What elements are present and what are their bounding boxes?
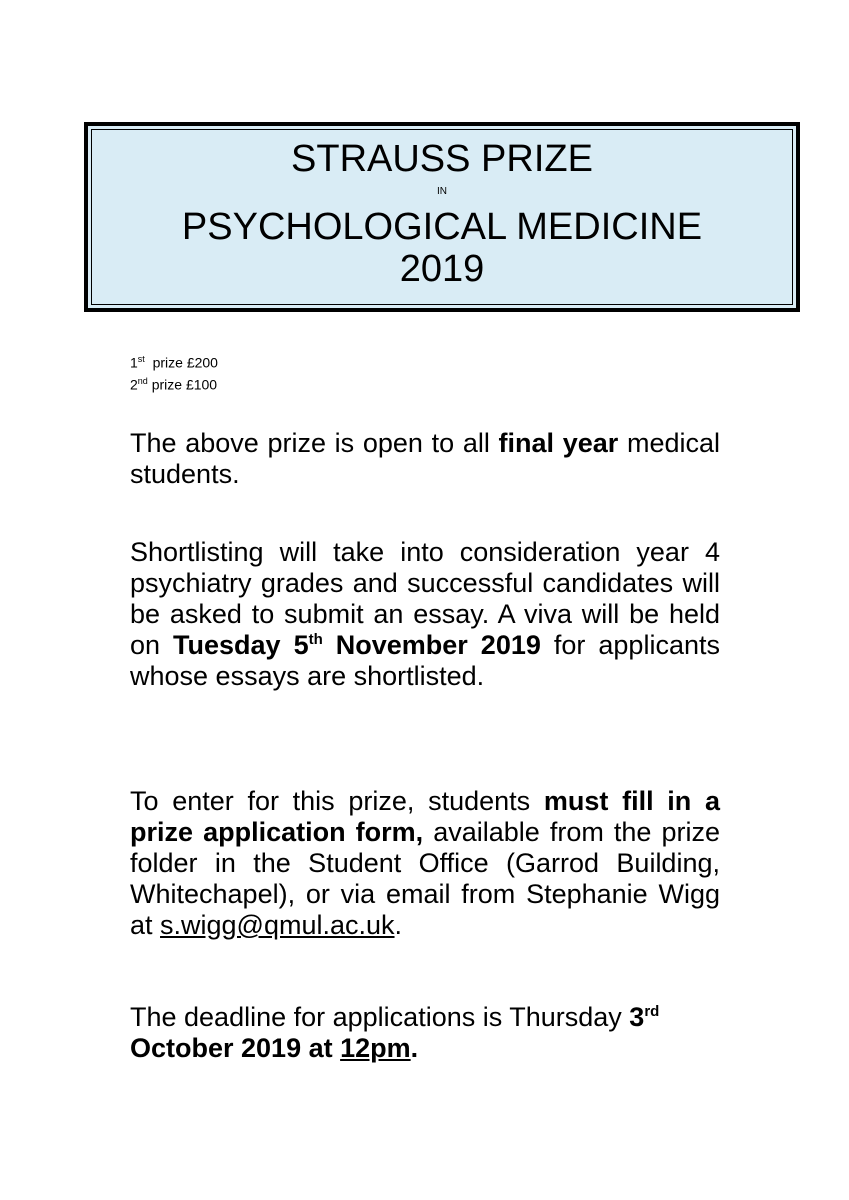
first-prize-num: 1 xyxy=(130,354,138,371)
p4-d: . xyxy=(410,1033,419,1063)
p2-c: November 2019 xyxy=(335,630,541,660)
p1-a: The above prize is open to all xyxy=(130,428,499,458)
p1-c: medical students. xyxy=(130,428,721,489)
title-wrap xyxy=(88,126,796,290)
title-line-1: STRAUSS PRIZE xyxy=(291,138,593,180)
p4-time: 12pm xyxy=(340,1033,411,1063)
p2-b-sup: th xyxy=(308,631,323,648)
title-line-2: IN xyxy=(437,186,447,197)
entry-paragraph xyxy=(130,786,720,941)
p2-b: Tuesday 5 xyxy=(173,630,309,660)
second-prize-text: prize £100 xyxy=(151,376,218,393)
p2-a: Shortlisting will take into consideration year 4 psychiatry grades and successful candidates will be asked to submit an essay. A viva will be held on xyxy=(130,537,720,660)
title-box xyxy=(84,122,800,312)
title-line-3: PSYCHOLOGICAL MEDICINE xyxy=(181,206,703,248)
p4-c: October 2019 at xyxy=(130,1033,341,1063)
p3-a: To enter for this prize, students xyxy=(130,786,544,816)
p4-a: The deadline for applications is Thursday xyxy=(130,1002,630,1032)
title-line-4: 2019 xyxy=(399,248,485,290)
second-prize xyxy=(130,372,218,394)
first-prize xyxy=(130,350,218,372)
p3-d: . xyxy=(394,910,403,940)
prize-list xyxy=(130,350,218,393)
deadline-paragraph xyxy=(130,1002,720,1064)
p4-b-sup: rd xyxy=(644,1003,660,1020)
p1-b: final year xyxy=(498,428,619,458)
second-prize-num: 2 xyxy=(130,376,138,393)
shortlisting-paragraph xyxy=(130,537,720,692)
first-prize-text: prize £200 xyxy=(152,354,218,371)
p3-c: available from the prize folder in the Student Office (Garrod Building, Whitechapel), or via email from Stephanie Wigg at xyxy=(130,817,720,940)
first-prize-sup: st xyxy=(137,354,145,364)
p3-b: must fill in a prize application form, xyxy=(130,786,720,847)
second-prize-sup: nd xyxy=(137,375,148,386)
eligibility-paragraph xyxy=(130,428,720,490)
p4-b: 3 xyxy=(629,1002,645,1032)
p2-d: for applicants whose essays are shortlisted. xyxy=(130,630,720,691)
email-link[interactable]: s.wigg@qmul.ac.uk xyxy=(160,910,395,940)
